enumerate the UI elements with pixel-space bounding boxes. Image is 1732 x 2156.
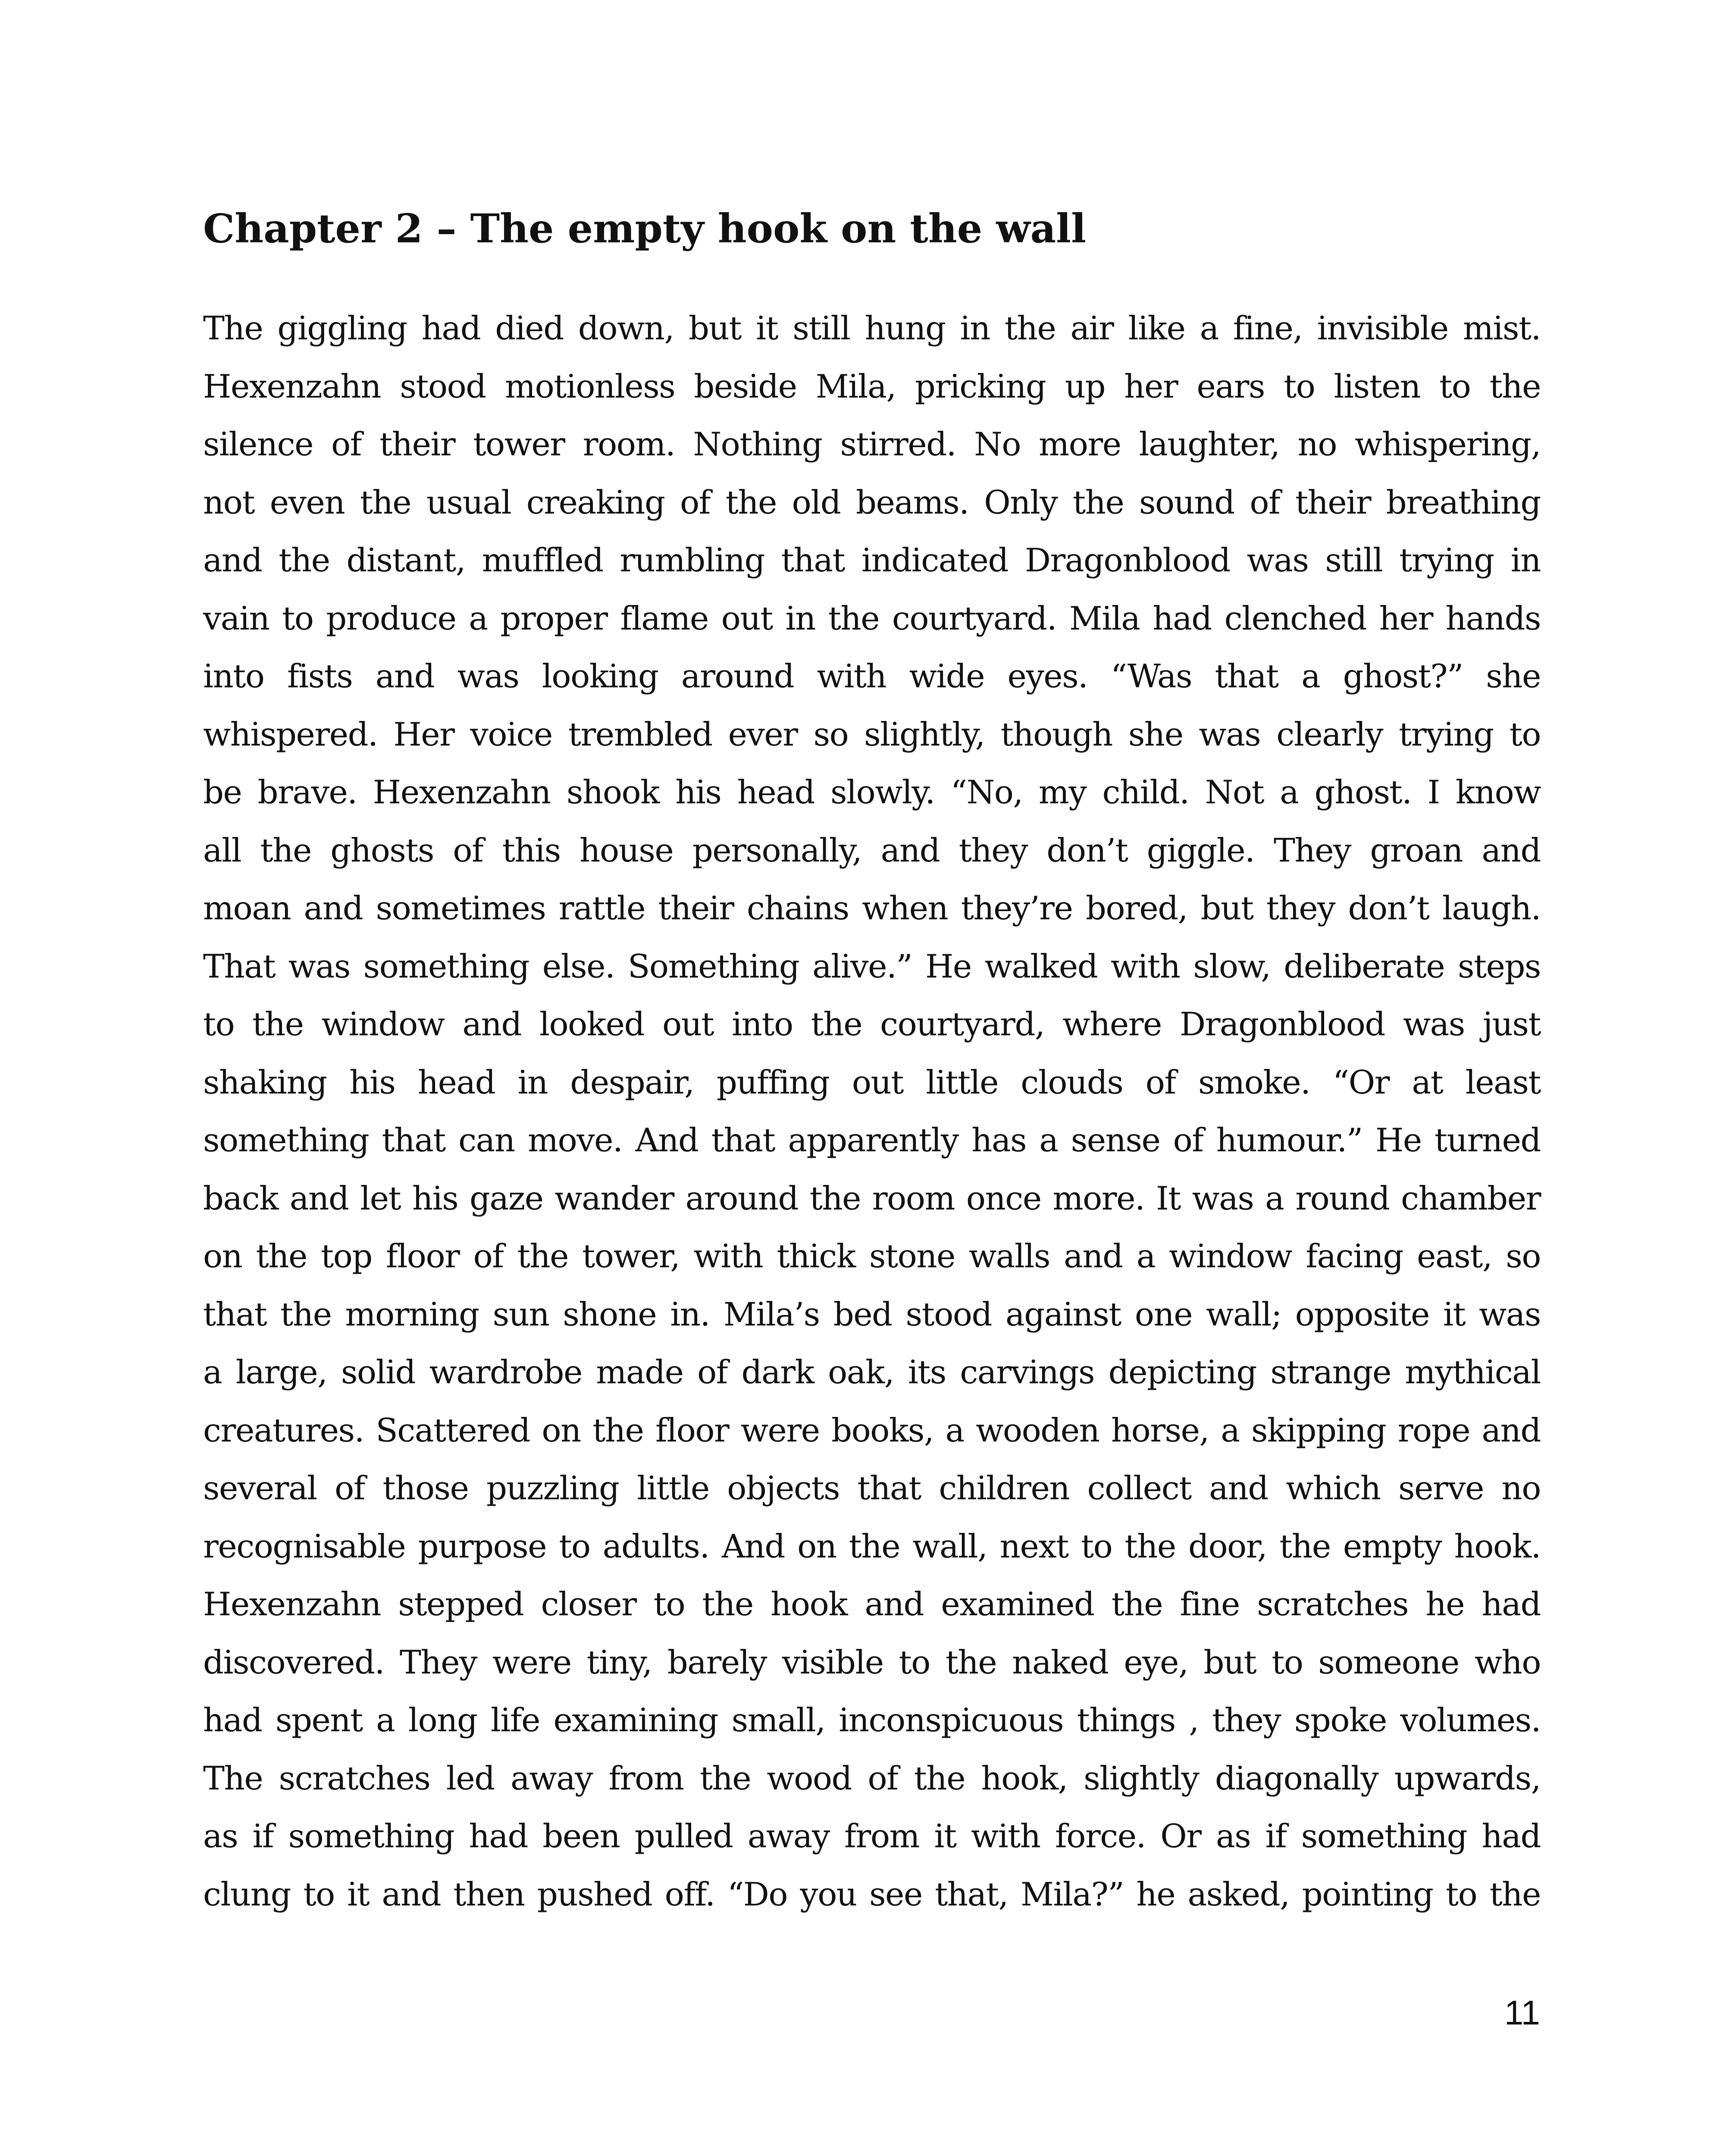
text-line: The giggling had died down, but it still hung in the air like a fine, invisible mist. <box>203 309 1541 347</box>
text-line: to the window and looked out into the courtyard, where Dragonblood was just <box>203 1005 1541 1043</box>
text-line: several of those puzzling little objects that children collect and which serve no <box>203 1469 1541 1507</box>
text-line: back and let his gaze wander around the room once more. It was a round chamber <box>203 1179 1541 1217</box>
page-number: 11 <box>1504 1993 1540 2032</box>
text-line: not even the usual creaking of the old beams. Only the sound of their breathing <box>203 483 1541 521</box>
text-line: creatures. Scattered on the floor were books, a wooden horse, a skipping rope and <box>203 1411 1541 1449</box>
text-line: discovered. They were tiny, barely visible to the naked eye, but to someone who <box>203 1643 1541 1681</box>
text-line: recognisable purpose to adults. And on the wall, next to the door, the empty hook. <box>203 1527 1541 1565</box>
text-line: into fists and was looking around with wide eyes. “Was that a ghost?” she <box>203 657 1541 695</box>
text-line: be brave. Hexenzahn shook his head slowly. “No, my child. Not a ghost. I know <box>203 773 1541 811</box>
text-line: Hexenzahn stood motionless beside Mila, pricking up her ears to listen to the <box>203 367 1541 405</box>
text-line: a large, solid wardrobe made of dark oak, its carvings depicting strange mythical <box>203 1353 1541 1391</box>
text-line: silence of their tower room. Nothing stirred. No more laughter, no whispering, <box>203 425 1541 463</box>
text-line: that the morning sun shone in. Mila’s bed stood against one wall; opposite it was <box>203 1295 1541 1333</box>
body-text <box>203 299 1541 1923</box>
text-line: whispered. Her voice trembled ever so slightly, though she was clearly trying to <box>203 715 1541 753</box>
chapter-title: Chapter 2 – The empty hook on the wall <box>203 205 1087 252</box>
text-line: and the distant, muffled rumbling that indicated Dragonblood was still trying in <box>203 541 1541 579</box>
text-line: That was something else. Something alive.” He walked with slow, deliberate steps <box>203 947 1541 985</box>
text-line: Hexenzahn stepped closer to the hook and examined the fine scratches he had <box>203 1585 1541 1623</box>
text-line: on the top floor of the tower, with thick stone walls and a window facing east, so <box>203 1237 1541 1275</box>
text-line: moan and sometimes rattle their chains when they’re bored, but they don’t laugh. <box>203 889 1541 927</box>
text-line: shaking his head in despair, puffing out little clouds of smoke. “Or at least <box>203 1063 1541 1101</box>
text-line: had spent a long life examining small, inconspicuous things , they spoke volumes. <box>203 1701 1541 1739</box>
text-line: vain to produce a proper flame out in the courtyard. Mila had clenched her hands <box>203 599 1541 637</box>
text-line: clung to it and then pushed off. “Do you see that, Mila?” he asked, pointing to the <box>203 1875 1541 1913</box>
text-line: all the ghosts of this house personally, and they don’t giggle. They groan and <box>203 831 1541 869</box>
text-line: as if something had been pulled away from it with force. Or as if something had <box>203 1817 1541 1855</box>
text-line: The scratches led away from the wood of the hook, slightly diagonally upwards, <box>203 1759 1541 1797</box>
text-line: something that can move. And that apparently has a sense of humour.” He turned <box>203 1121 1541 1159</box>
